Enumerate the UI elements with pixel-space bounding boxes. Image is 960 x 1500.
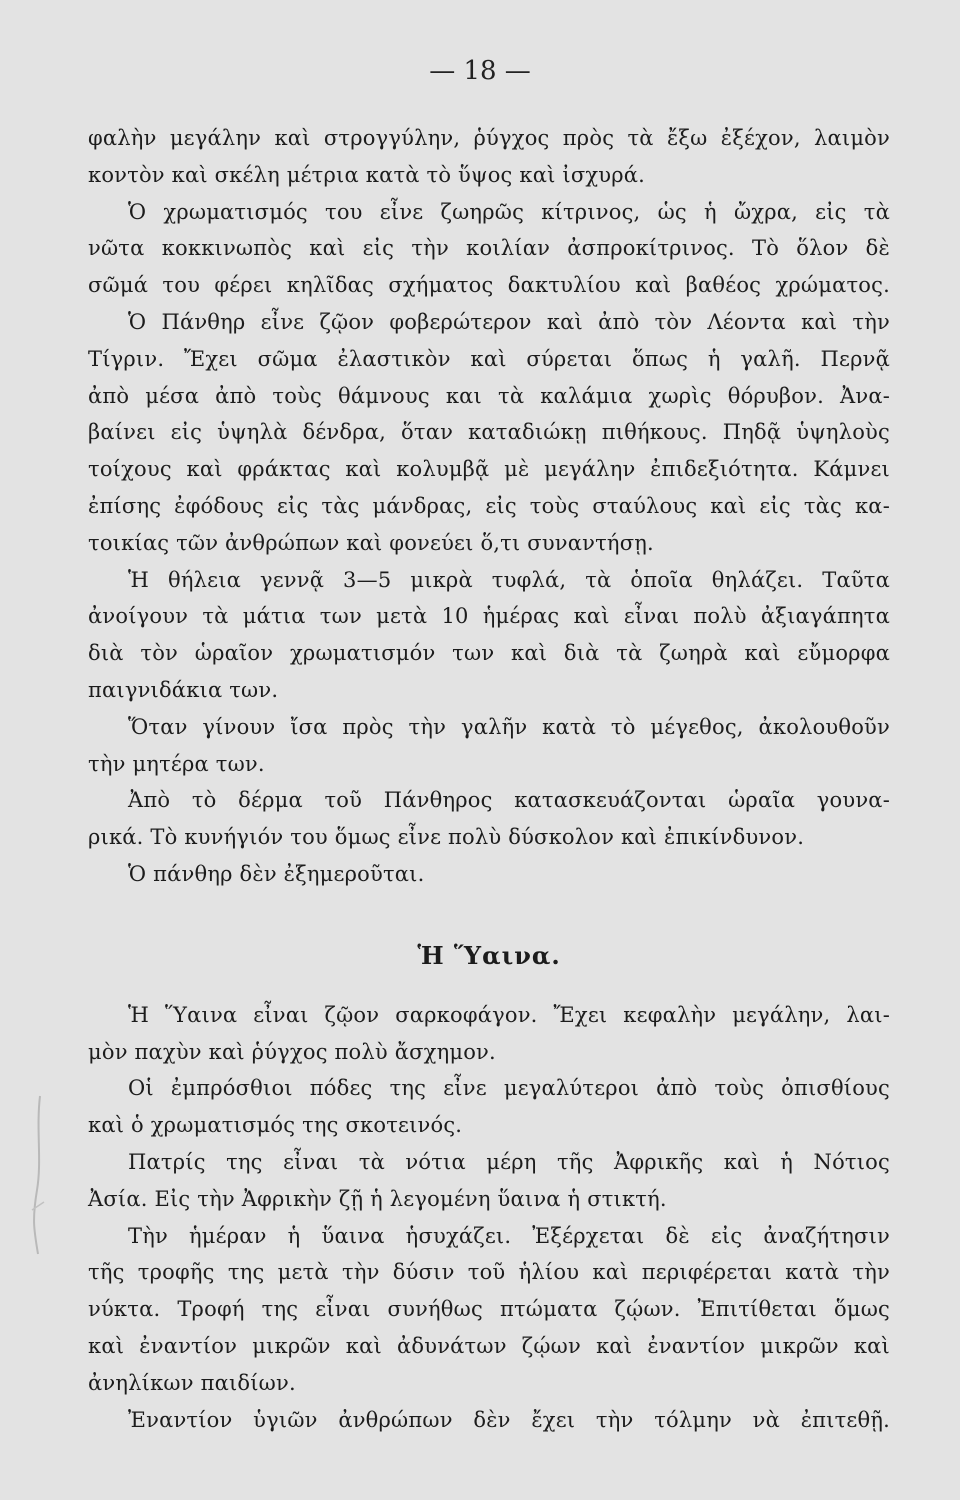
section-heading: Ἡ Ὕαινα.: [417, 940, 561, 970]
text-line: Τίγριν. Ἔχει σῶμα ἐλαστικὸν καὶ σύρεται ὅπως ἡ γαλῆ. Περνᾷ: [88, 346, 890, 371]
text-line: σῶμά του φέρει κηλῖδας σχήματος δακτυλίου καὶ βαθέος χρώματος.: [88, 273, 890, 298]
text-line: Ὁ Πάνθηρ εἶνε ζῷον φοβερώτερον καὶ ἀπὸ τὸν Λέοντα καὶ τὴν: [128, 309, 890, 334]
text-line: ἀνοίγουν τὰ μάτια των μετὰ 10 ἡμέρας καὶ εἶναι πολὺ ἀξιαγάπητα: [88, 604, 890, 629]
text-line: Ὁ χρωματισμός του εἶνε ζωηρῶς κίτρινος, ὡς ἡ ὤχρα, εἰς τὰ: [128, 199, 890, 224]
text-line: μὸν παχὺν καὶ ῥύγχος πολὺ ἄσχημον.: [88, 1039, 496, 1064]
page-number: — 18 —: [429, 56, 531, 86]
text-line: καὶ ὁ χρωματισμός της σκοτεινός.: [88, 1113, 463, 1138]
text-line: νύκτα. Τροφή της εἶναι συνήθως πτώματα ζῴων. Ἐπιτίθεται ὅμως: [88, 1297, 890, 1322]
text-line: Ἀσία. Εἰς τὴν Ἀφρικὴν ζῇ ἡ λεγομένη ὕαινα ἡ στικτή.: [88, 1186, 667, 1211]
text-line: Ἐναντίον ὑγιῶν ἀνθρώπων δὲν ἔχει τὴν τόλμην νὰ ἐπιτεθῇ.: [128, 1407, 890, 1432]
text-line: ἐπίσης ἐφόδους εἰς τὰς μάνδρας, εἰς τοὺς σταύλους καὶ εἰς τὰς κα-: [88, 493, 890, 518]
text-line: ἀνηλίκων παιδίων.: [88, 1370, 296, 1395]
text-line: τοίχους καὶ φράκτας καὶ κολυμβᾷ μὲ μεγάλην ἐπιδεξιότητα. Κάμνει: [88, 457, 890, 482]
text-line: Ὅταν γίνουν ἴσα πρὸς τὴν γαλῆν κατὰ τὸ μέγεθος, ἀκολουθοῦν: [128, 714, 890, 739]
text-line: τοικίας τῶν ἀνθρώπων καὶ φονεύει ὅ,τι συναντήσῃ.: [88, 530, 654, 555]
text-line: βαίνει εἰς ὑψηλὰ δένδρα, ὅταν καταδιώκῃ πιθήκους. Πηδᾷ ὑψηλοὺς: [88, 420, 890, 445]
text-line: Τὴν ἡμέραν ἡ ὕαινα ἡσυχάζει. Ἐξέρχεται δὲ εἰς ἀναζήτησιν: [128, 1223, 890, 1248]
text-line: Ἡ Ὕαινα εἶναι ζῷον σαρκοφάγον. Ἔχει κεφαλὴν μεγάλην, λαι-: [128, 1002, 890, 1027]
text-line: τῆς τροφῆς της μετὰ τὴν δύσιν τοῦ ἡλίου καὶ περιφέρεται κατὰ τὴν: [88, 1260, 890, 1285]
text-line: τὴν μητέρα των.: [88, 751, 265, 776]
text-line: ρικά. Τὸ κυνήγιόν του ὅμως εἶνε πολὺ δύσκολον καὶ ἐπικίνδυνον.: [88, 825, 805, 850]
text-line: ἀπὸ μέσα ἀπὸ τοὺς θάμνους και τὰ καλάμια χωρὶς θόρυβον. Ἀνα-: [88, 383, 890, 408]
pencil-margin-mark: [26, 1090, 50, 1260]
text-line: κοντὸν καὶ σκέλη μέτρια κατὰ τὸ ὕψος καὶ ἰσχυρά.: [88, 162, 646, 187]
text-line: διὰ τὸν ὡραῖον χρωματισμόν των καὶ διὰ τὰ ζωηρὰ καὶ εὔμορφα: [88, 641, 890, 666]
text-line: Πατρίς της εἶναι τὰ νότια μέρη τῆς Ἀφρικῆς καὶ ἡ Νότιος: [128, 1149, 890, 1174]
text-line: φαλὴν μεγάλην καὶ στρογγύλην, ῥύγχος πρὸς τὰ ἔξω ἐξέχον, λαιμὸν: [88, 126, 890, 150]
page-text: [88, 120, 890, 1438]
text-line: νῶτα κοκκινωπὸς καὶ εἰς τὴν κοιλίαν ἀσπροκίτρινος. Τὸ ὅλον δὲ: [88, 236, 890, 261]
text-line: Ὁ πάνθηρ δὲν ἐξημεροῦται.: [128, 861, 425, 886]
text-line: Ἀπὸ τὸ δέρμα τοῦ Πάνθηρος κατασκευάζονται ὡραῖα γουνα-: [128, 788, 890, 813]
text-line: παιγνιδάκια των.: [88, 677, 279, 702]
text-line: Οἱ ἐμπρόσθιοι πόδες της εἶνε μεγαλύτεροι ἀπὸ τοὺς ὀπισθίους: [128, 1076, 890, 1101]
text-line: Ἡ θήλεια γεννᾷ 3—5 μικρὰ τυφλά, τὰ ὁποῖα θηλάζει. Ταῦτα: [128, 567, 890, 592]
text-line: καὶ ἐναντίον μικρῶν καὶ ἀδυνάτων ζῴων καὶ ἐναντίον μικρῶν καὶ: [88, 1333, 890, 1358]
